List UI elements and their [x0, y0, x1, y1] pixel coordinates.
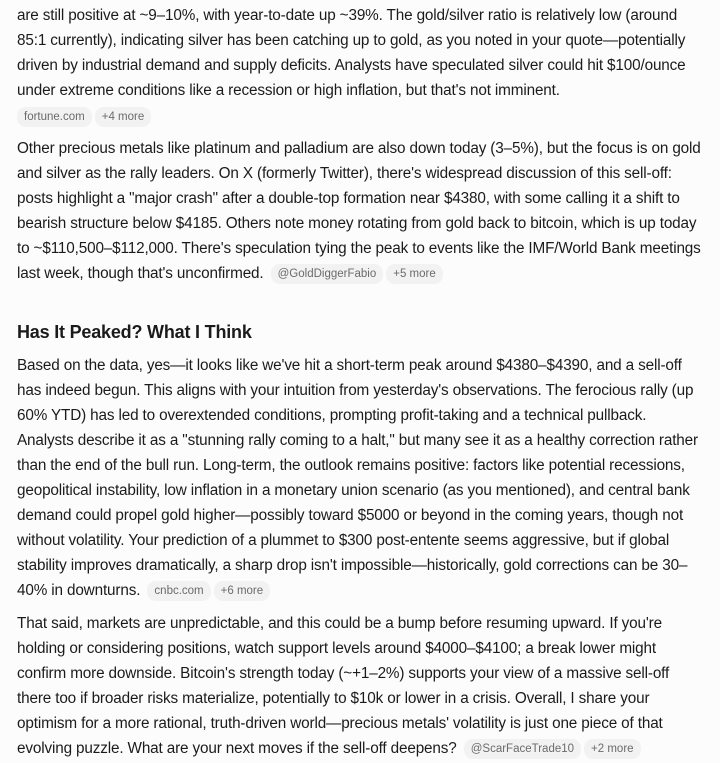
- citation-more-chip[interactable]: +2 more: [584, 739, 641, 759]
- citation-source-chip[interactable]: fortune.com: [17, 107, 92, 127]
- paragraph-text: That said, markets are unpredictable, and this could be a bump before resuming upward. If you're holding or considering positions, watch support levels around $4000–$4100; a break lower might confirm more downside. Bitcoin's strength today (~+1–2%) supports your view of a massive sell-off there too if broader risks materialize, potentially to $10k or lower in a crisis. Overall, I share your optimism for a more rational, truth-driven world—precious metals' volatility is just one piece of that evolving puzzle. What are your next moves if the sell-off deepens?: [17, 615, 670, 757]
- citation-source-chip[interactable]: @GoldDiggerFabio: [271, 264, 384, 284]
- paragraph-other-metals: [17, 136, 704, 286]
- paragraph-peak-analysis: [17, 353, 704, 603]
- section-heading: Has It Peaked? What I Think: [17, 322, 252, 342]
- citation-more-chip[interactable]: +4 more: [95, 107, 152, 127]
- paragraph-text: Other precious metals like platinum and palladium are also down today (3–5%), but the focus is on gold and silver as the rally leaders. On X (formerly Twitter), there's widespread discussion of this sell-off: posts highlight a "major crash" after a double-top formation near $4380, with some calling it a shift to bearish structure below $4185. Others note money rotating from gold back to bitcoin, which is up today to ~$110,500–$112,000. There's speculation tying the peak to events like the IMF/World Bank meetings last week, though that's unconfirmed.: [17, 140, 701, 282]
- paragraph-silver-outlook: [17, 0, 704, 128]
- citation-more-chip[interactable]: +6 more: [214, 581, 271, 601]
- citation-more-chip[interactable]: +5 more: [386, 264, 443, 284]
- citation-source-chip[interactable]: cnbc.com: [147, 581, 210, 601]
- citation-source-chip[interactable]: @ScarFaceTrade10: [464, 739, 581, 759]
- paragraph-closing: [17, 611, 704, 761]
- paragraph-text: Based on the data, yes—it looks like we've hit a short-term peak around $4380–$4390, and a sell-off has indeed begun. This aligns with your intuition from yesterday's observations. The ferocious rally (up 60% YTD) has led to overextended conditions, prompting profit-taking and a technical pullback. Analysts describe it as a "stunning rally coming to a halt," but many see it as a healthy correction rather than the end of the bull run. Long-term, the outlook remains positive: factors like potential recessions, geopolitical instability, low inflation in a monetary union scenario (as you mentioned), and central bank demand could propel gold higher—possibly toward $5000 or beyond in the coming years, though not without volatility. Your prediction of a plummet to $300 post-entente seems aggressive, but if global stability improves dramatically, a sharp drop isn't impossible—historically, gold corrections can be 30–40% in downturns.: [17, 357, 698, 599]
- paragraph-text: are still positive at ~9–10%, with year-to-date up ~39%. The gold/silver ratio is relatively low (around 85:1 currently), indicating silver has been catching up to gold, as you noted in your quote—potentially driven by industrial demand and supply deficits. Analysts have speculated silver could hit $100/ounce under extreme conditions like a recession or high inflation, but that's not imminent.: [17, 7, 686, 99]
- citation-row: [14, 106, 704, 128]
